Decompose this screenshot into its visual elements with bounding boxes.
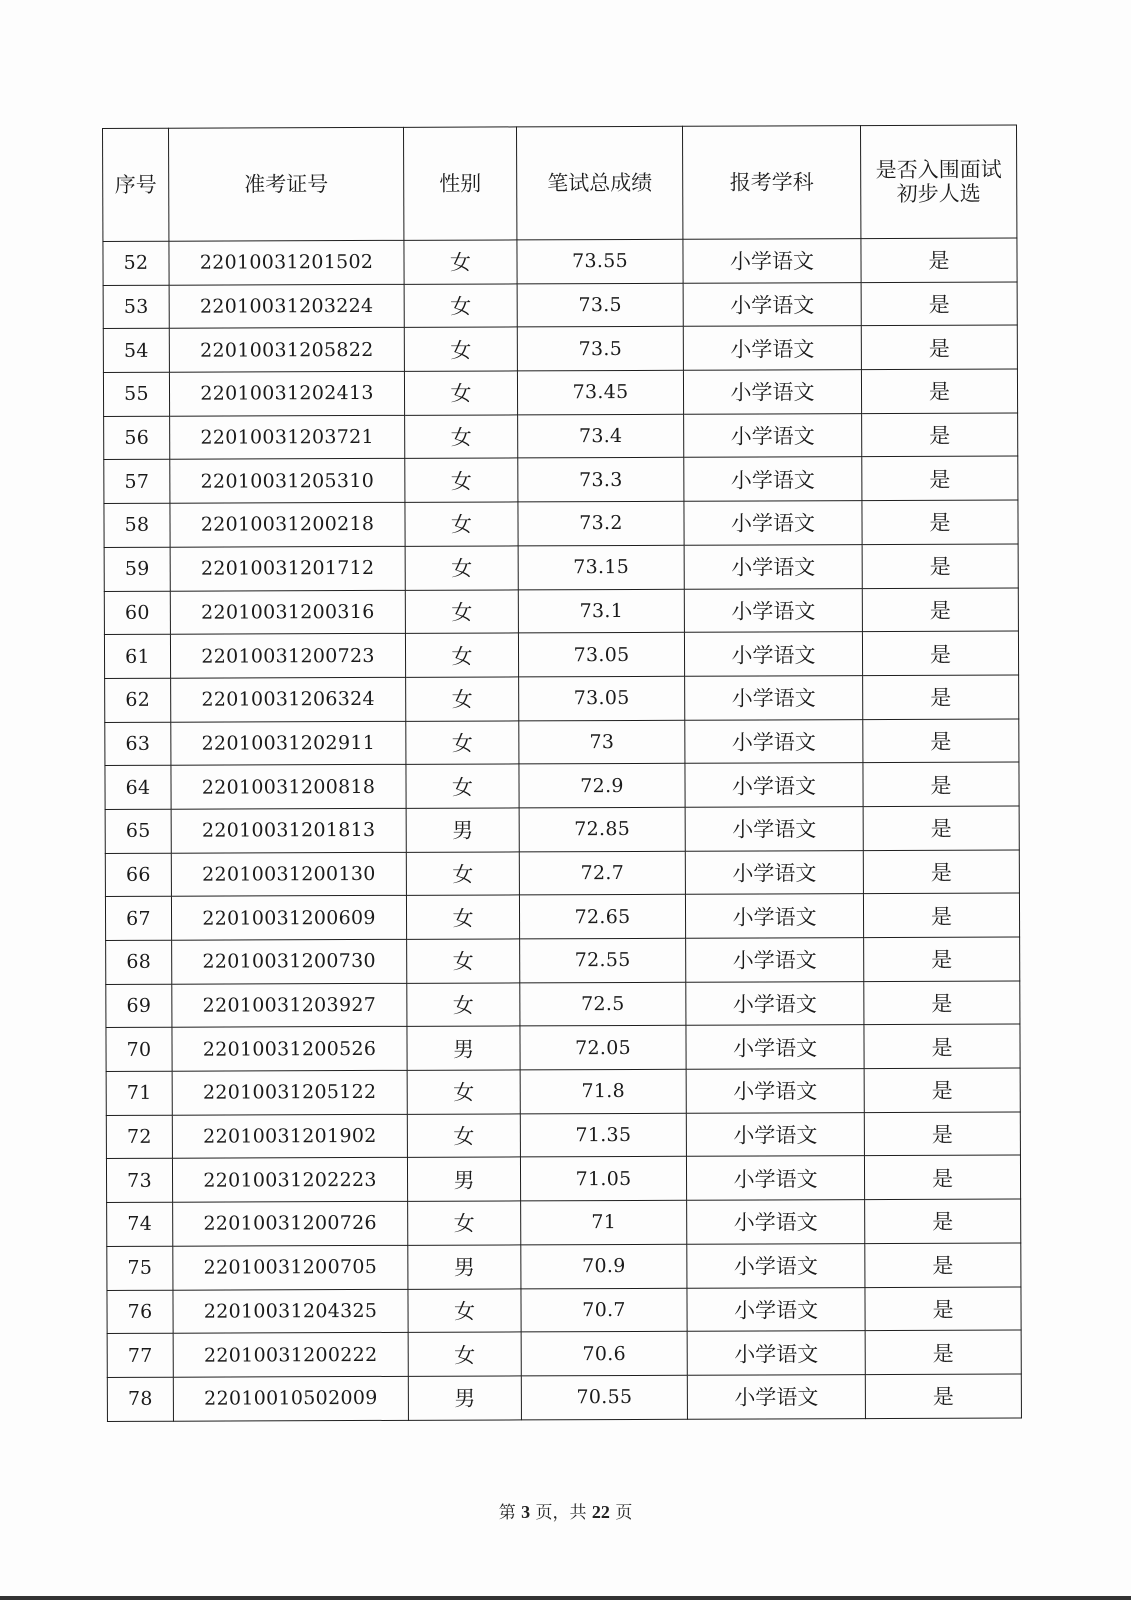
- cell-subject: 小学语文: [687, 1287, 865, 1331]
- table-row: [104, 500, 1018, 547]
- cell-exam-id: 22010031205310: [170, 459, 405, 504]
- table-row: [105, 719, 1019, 766]
- cell-gender: 女: [407, 983, 520, 1027]
- table-row: [107, 1243, 1021, 1290]
- cell-score: 73.5: [517, 283, 683, 327]
- cell-seq: 61: [104, 634, 170, 678]
- cell-subject: 小学语文: [687, 1200, 865, 1244]
- cell-gender: 女: [408, 1201, 521, 1245]
- table-row: [106, 1068, 1020, 1115]
- table-row: [104, 413, 1018, 460]
- cell-subject: 小学语文: [685, 807, 863, 851]
- header-exam-id: 准考证号: [169, 127, 404, 241]
- table-row: [104, 544, 1018, 591]
- footer-prefix: 第: [498, 1503, 516, 1523]
- cell-seq: 55: [103, 372, 169, 416]
- cell-exam-id: 22010031202223: [172, 1158, 407, 1203]
- header-interview-line1: 是否入围面试: [875, 157, 1002, 182]
- cell-interview: 是: [863, 850, 1019, 894]
- cell-exam-id: 22010031201712: [170, 546, 405, 591]
- cell-gender: 男: [407, 1157, 520, 1201]
- cell-subject: 小学语文: [684, 457, 862, 501]
- cell-interview: 是: [864, 1112, 1020, 1156]
- cell-score: 73.55: [517, 239, 683, 283]
- header-interview-line2: 初步人选: [896, 181, 981, 206]
- cell-exam-id: 22010031202911: [171, 721, 406, 766]
- table-header: [103, 125, 1017, 242]
- cell-interview: 是: [863, 675, 1019, 719]
- cell-exam-id: 22010031202413: [169, 371, 404, 416]
- cell-interview: 是: [864, 981, 1020, 1025]
- cell-gender: 女: [405, 546, 518, 590]
- footer-suffix: 页: [615, 1503, 633, 1523]
- cell-gender: 女: [406, 677, 519, 721]
- header-row: [103, 125, 1017, 242]
- header-interview: [860, 125, 1016, 239]
- table-row: [106, 1155, 1020, 1202]
- cell-exam-id: 22010031200818: [171, 765, 406, 810]
- cell-score: 73.4: [518, 414, 684, 458]
- cell-seq: 65: [105, 809, 171, 853]
- table-row: [107, 1374, 1021, 1421]
- cell-score: 73.5: [517, 327, 683, 371]
- cell-exam-id: 22010031205122: [172, 1070, 407, 1115]
- cell-seq: 69: [106, 984, 172, 1028]
- cell-score: 73.3: [518, 458, 684, 502]
- table-row: [103, 369, 1017, 416]
- cell-interview: 是: [862, 456, 1018, 500]
- cell-score: 72.5: [520, 982, 686, 1026]
- header-gender: 性别: [403, 127, 516, 240]
- cell-interview: 是: [863, 719, 1019, 763]
- cell-gender: 男: [408, 1245, 521, 1289]
- cell-seq: 54: [103, 329, 169, 373]
- table-row: [107, 1330, 1021, 1377]
- cell-subject: 小学语文: [684, 413, 862, 457]
- cell-subject: 小学语文: [685, 894, 863, 938]
- footer-current-page: 3: [521, 1502, 531, 1522]
- cell-subject: 小学语文: [686, 1112, 864, 1156]
- cell-score: 72.85: [519, 807, 685, 851]
- table-row: [105, 762, 1019, 809]
- scan-edge-line: [0, 1596, 1131, 1600]
- cell-seq: 68: [106, 940, 172, 984]
- cell-interview: 是: [861, 369, 1017, 413]
- cell-interview: 是: [865, 1243, 1021, 1287]
- cell-gender: 女: [404, 371, 517, 415]
- cell-score: 71: [521, 1200, 687, 1244]
- cell-interview: 是: [865, 1286, 1021, 1330]
- cell-seq: 62: [105, 678, 171, 722]
- cell-subject: 小学语文: [684, 501, 862, 545]
- cell-gender: 女: [405, 415, 518, 459]
- cell-seq: 58: [104, 503, 170, 547]
- cell-subject: 小学语文: [685, 763, 863, 807]
- cell-subject: 小学语文: [684, 544, 862, 588]
- cell-gender: 女: [405, 502, 518, 546]
- cell-seq: 57: [104, 460, 170, 504]
- cell-seq: 72: [106, 1115, 172, 1159]
- cell-exam-id: 22010031200218: [170, 502, 405, 547]
- page-footer: [0, 1498, 1131, 1523]
- cell-score: 73.05: [519, 676, 685, 720]
- cell-interview: 是: [862, 587, 1018, 631]
- footer-middle: 页，共: [535, 1503, 587, 1523]
- table-row: [104, 631, 1018, 678]
- cell-interview: 是: [863, 893, 1019, 937]
- cell-exam-id: 22010031203721: [170, 415, 405, 460]
- cell-score: 72.05: [520, 1026, 686, 1070]
- cell-score: 72.7: [519, 851, 685, 895]
- cell-subject: 小学语文: [685, 850, 863, 894]
- cell-exam-id: 22010031206324: [171, 677, 406, 722]
- table-row: [106, 981, 1020, 1028]
- cell-exam-id: 22010031200730: [172, 939, 407, 984]
- cell-gender: 女: [406, 895, 519, 939]
- table-row: [103, 325, 1017, 372]
- cell-subject: 小学语文: [683, 282, 861, 326]
- cell-gender: 女: [407, 1114, 520, 1158]
- cell-interview: 是: [864, 1024, 1020, 1068]
- table-row: [107, 1199, 1021, 1246]
- cell-exam-id: 22010031200222: [173, 1333, 408, 1378]
- cell-score: 72.65: [519, 895, 685, 939]
- cell-gender: 女: [405, 633, 518, 677]
- cell-interview: 是: [863, 762, 1019, 806]
- table-row: [105, 806, 1019, 853]
- results-table: [102, 124, 1022, 1421]
- cell-gender: 女: [405, 589, 518, 633]
- cell-interview: 是: [864, 1068, 1020, 1112]
- cell-score: 73.45: [517, 370, 683, 414]
- cell-subject: 小学语文: [685, 675, 863, 719]
- cell-exam-id: 22010031200609: [171, 896, 406, 941]
- cell-gender: 女: [406, 764, 519, 808]
- cell-score: 72.55: [520, 938, 686, 982]
- cell-score: 73: [519, 720, 685, 764]
- cell-seq: 73: [106, 1159, 172, 1203]
- table-row: [105, 850, 1019, 897]
- cell-seq: 76: [107, 1290, 173, 1334]
- cell-exam-id: 22010031200723: [170, 634, 405, 679]
- cell-subject: 小学语文: [687, 1243, 865, 1287]
- cell-seq: 52: [103, 241, 169, 285]
- cell-exam-id: 22010031200316: [170, 590, 405, 635]
- table-row: [104, 456, 1018, 503]
- header-seq: 序号: [103, 128, 169, 241]
- cell-seq: 64: [105, 765, 171, 809]
- cell-gender: 男: [406, 808, 519, 852]
- cell-subject: 小学语文: [684, 632, 862, 676]
- table-row: [106, 937, 1020, 984]
- cell-seq: 60: [104, 591, 170, 635]
- cell-interview: 是: [863, 806, 1019, 850]
- cell-score: 71.8: [520, 1069, 686, 1113]
- cell-subject: 小学语文: [687, 1374, 865, 1418]
- cell-exam-id: 22010031201502: [169, 240, 404, 285]
- table-row: [103, 238, 1017, 285]
- cell-subject: 小学语文: [683, 370, 861, 414]
- cell-subject: 小学语文: [683, 326, 861, 370]
- cell-seq: 75: [107, 1246, 173, 1290]
- table-row: [107, 1286, 1021, 1333]
- cell-subject: 小学语文: [686, 1069, 864, 1113]
- cell-subject: 小学语文: [687, 1331, 865, 1375]
- cell-seq: 74: [107, 1202, 173, 1246]
- cell-exam-id: 22010031204325: [173, 1289, 408, 1334]
- cell-score: 72.9: [519, 764, 685, 808]
- cell-score: 73.2: [518, 501, 684, 545]
- cell-exam-id: 22010031203224: [169, 284, 404, 329]
- cell-interview: 是: [861, 238, 1017, 282]
- cell-interview: 是: [862, 413, 1018, 457]
- cell-seq: 63: [105, 722, 171, 766]
- cell-gender: 男: [407, 1026, 520, 1070]
- cell-seq: 53: [103, 285, 169, 329]
- cell-score: 70.9: [521, 1244, 687, 1288]
- cell-gender: 女: [407, 939, 520, 983]
- cell-subject: 小学语文: [686, 1156, 864, 1200]
- cell-seq: 59: [104, 547, 170, 591]
- footer-total-pages: 22: [591, 1502, 610, 1522]
- table-row: [103, 282, 1017, 329]
- table-row: [106, 1024, 1020, 1071]
- cell-gender: 男: [408, 1376, 521, 1420]
- cell-score: 70.7: [521, 1288, 687, 1332]
- cell-interview: 是: [861, 325, 1017, 369]
- cell-score: 73.1: [518, 589, 684, 633]
- cell-score: 71.35: [520, 1113, 686, 1157]
- cell-score: 70.6: [521, 1331, 687, 1375]
- cell-seq: 56: [104, 416, 170, 460]
- cell-interview: 是: [862, 500, 1018, 544]
- cell-seq: 66: [105, 853, 171, 897]
- cell-exam-id: 22010031201902: [172, 1114, 407, 1159]
- cell-subject: 小学语文: [684, 588, 862, 632]
- cell-seq: 67: [105, 897, 171, 941]
- cell-seq: 71: [106, 1071, 172, 1115]
- cell-score: 71.05: [520, 1157, 686, 1201]
- cell-gender: 女: [407, 1070, 520, 1114]
- cell-gender: 女: [404, 327, 517, 371]
- table-row: [104, 587, 1018, 634]
- cell-interview: 是: [865, 1374, 1021, 1418]
- cell-subject: 小学语文: [686, 981, 864, 1025]
- cell-subject: 小学语文: [686, 938, 864, 982]
- cell-gender: 女: [406, 852, 519, 896]
- results-table-container: [102, 124, 1021, 1421]
- cell-interview: 是: [862, 631, 1018, 675]
- cell-seq: 70: [106, 1028, 172, 1072]
- cell-exam-id: 22010031200526: [172, 1027, 407, 1072]
- table-row: [105, 893, 1019, 940]
- cell-exam-id: 22010010502009: [173, 1376, 408, 1421]
- cell-gender: 女: [406, 720, 519, 764]
- cell-subject: 小学语文: [683, 239, 861, 283]
- header-score: 笔试总成绩: [516, 126, 682, 240]
- cell-exam-id: 22010031200726: [173, 1201, 408, 1246]
- cell-score: 70.55: [521, 1375, 687, 1419]
- cell-gender: 女: [408, 1288, 521, 1332]
- table-row: [106, 1112, 1020, 1159]
- table-body: [103, 238, 1022, 1421]
- cell-score: 73.05: [518, 632, 684, 676]
- cell-seq: 78: [107, 1377, 173, 1421]
- cell-exam-id: 22010031200130: [171, 852, 406, 897]
- cell-gender: 女: [404, 284, 517, 328]
- table-row: [105, 675, 1019, 722]
- cell-interview: 是: [864, 937, 1020, 981]
- cell-interview: 是: [864, 1155, 1020, 1199]
- cell-gender: 女: [408, 1332, 521, 1376]
- cell-score: 73.15: [518, 545, 684, 589]
- cell-subject: 小学语文: [685, 719, 863, 763]
- cell-interview: 是: [865, 1330, 1021, 1374]
- cell-gender: 女: [405, 458, 518, 502]
- header-subject: 报考学科: [682, 126, 860, 240]
- cell-interview: 是: [861, 282, 1017, 326]
- cell-exam-id: 22010031201813: [171, 808, 406, 853]
- cell-interview: 是: [862, 544, 1018, 588]
- cell-gender: 女: [404, 240, 517, 284]
- cell-seq: 77: [107, 1333, 173, 1377]
- cell-exam-id: 22010031203927: [172, 983, 407, 1028]
- cell-interview: 是: [865, 1199, 1021, 1243]
- cell-exam-id: 22010031200705: [173, 1245, 408, 1290]
- cell-subject: 小学语文: [686, 1025, 864, 1069]
- cell-exam-id: 22010031205822: [169, 328, 404, 373]
